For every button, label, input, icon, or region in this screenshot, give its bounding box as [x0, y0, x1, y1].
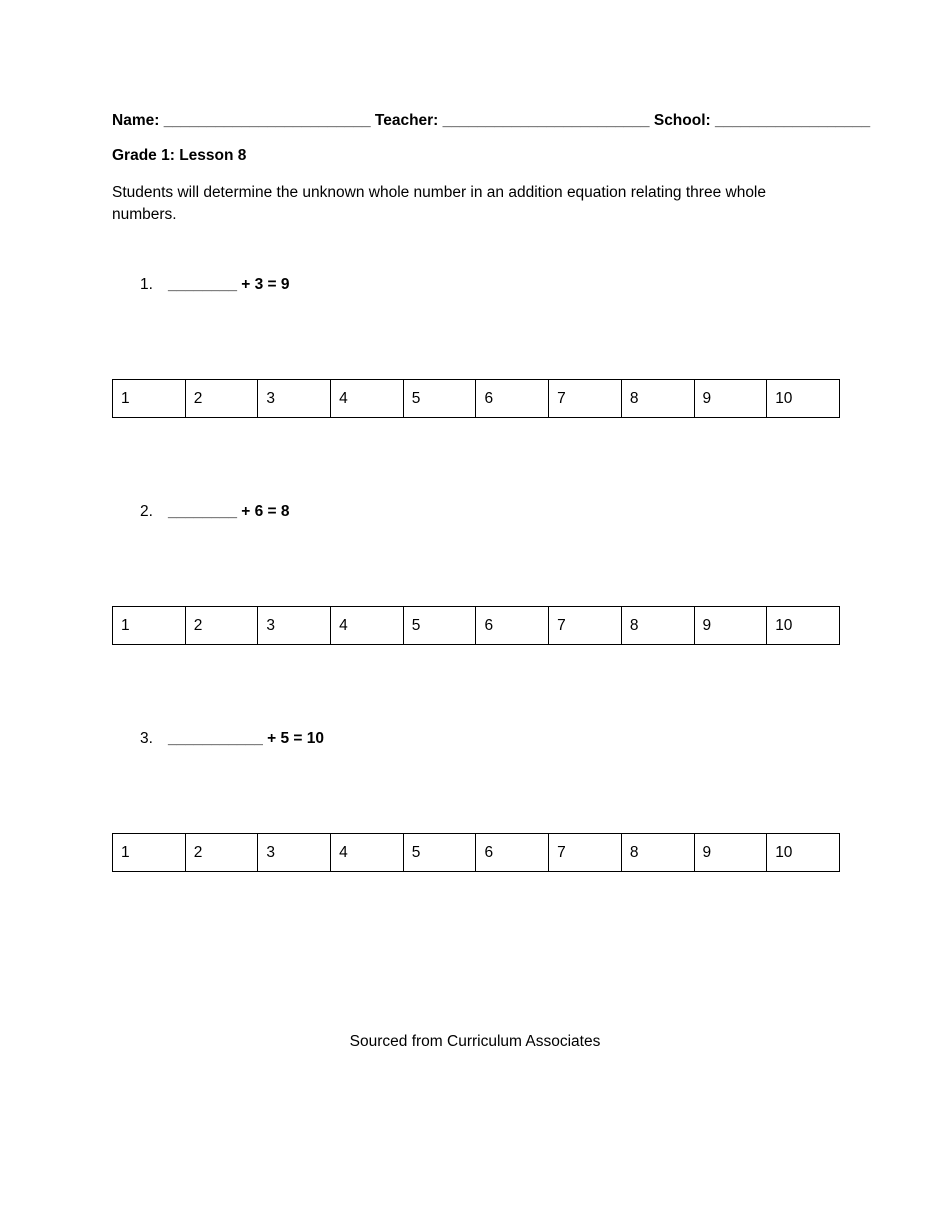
number-cell: 10 [767, 607, 840, 645]
number-cell: 6 [476, 380, 549, 418]
number-cell: 4 [331, 834, 404, 872]
number-cell: 6 [476, 834, 549, 872]
number-cell: 6 [476, 607, 549, 645]
number-cell: 8 [621, 607, 694, 645]
number-cell: 5 [403, 380, 476, 418]
source-footer: Sourced from Curriculum Associates [349, 1033, 601, 1050]
number-cell: 9 [694, 834, 767, 872]
number-cell: 5 [403, 607, 476, 645]
number-cell: 5 [403, 834, 476, 872]
question-equation: ___________ + 5 = 10 [168, 730, 325, 747]
student-info-header [112, 112, 870, 130]
question-2 [140, 503, 290, 521]
number-cell: 7 [549, 607, 622, 645]
number-cell: 2 [185, 380, 258, 418]
number-cell: 1 [113, 607, 186, 645]
question-number: 3. [140, 730, 153, 747]
teacher-blank: ________________________ [442, 112, 650, 129]
number-cell: 9 [694, 380, 767, 418]
number-line-table-2 [112, 606, 840, 645]
number-line-table-3 [112, 833, 840, 872]
number-cell: 3 [258, 380, 331, 418]
question-1 [140, 276, 290, 294]
number-cell: 7 [549, 834, 622, 872]
name-blank: ________________________ [163, 112, 371, 129]
question-number: 2. [140, 503, 153, 520]
lesson-title: Grade 1: Lesson 8 [112, 147, 247, 164]
teacher-label: Teacher: [370, 112, 443, 129]
name-label: Name: [112, 112, 164, 129]
lesson-objective: Students will determine the unknown whole number in an addition equation relating three whole numbers. [112, 184, 766, 223]
number-cell: 3 [258, 834, 331, 872]
number-cell: 10 [767, 380, 840, 418]
number-cell: 3 [258, 607, 331, 645]
question-equation: ________ + 3 = 9 [168, 276, 290, 293]
number-cell: 4 [331, 380, 404, 418]
question-equation: ________ + 6 = 8 [168, 503, 290, 520]
question-number: 1. [140, 276, 153, 293]
number-cell: 9 [694, 607, 767, 645]
number-cell: 8 [621, 834, 694, 872]
number-cell: 1 [113, 834, 186, 872]
number-cell: 8 [621, 380, 694, 418]
school-blank: __________________ [715, 112, 871, 129]
number-cell: 2 [185, 834, 258, 872]
question-3 [140, 730, 324, 748]
school-label: School: [649, 112, 715, 129]
number-cell: 1 [113, 380, 186, 418]
number-cell: 10 [767, 834, 840, 872]
number-cell: 7 [549, 380, 622, 418]
number-cell: 4 [331, 607, 404, 645]
number-cell: 2 [185, 607, 258, 645]
number-line-table-1 [112, 379, 840, 418]
